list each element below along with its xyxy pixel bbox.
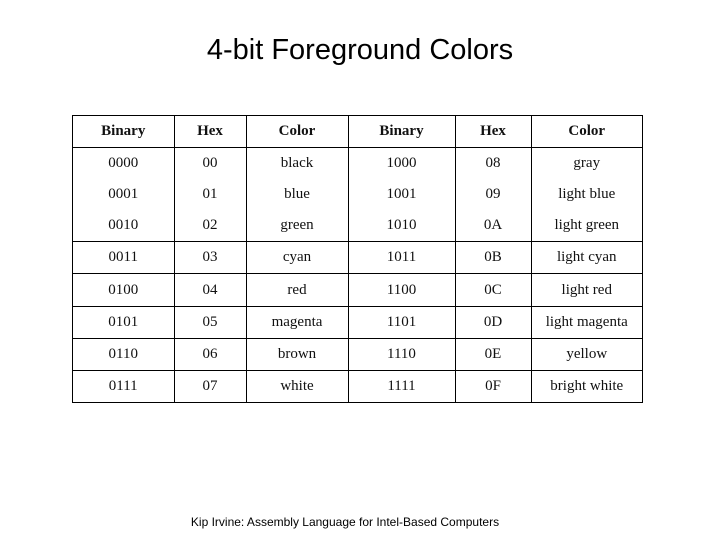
hex-cell: 00 [174, 148, 246, 180]
table-header-row [73, 116, 642, 148]
header-color: Color [246, 116, 348, 148]
binary-cell: 0111 [73, 370, 174, 402]
hex-cell: 06 [174, 338, 246, 370]
footer-credit: Kip Irvine: Assembly Language for Intel-Based Computers [190, 515, 500, 529]
hex-cell: 09 [455, 179, 531, 210]
color-cell: light green [531, 210, 642, 242]
hex-cell: 07 [174, 370, 246, 402]
hex-cell: 0E [455, 338, 531, 370]
hex-cell: 0B [455, 242, 531, 274]
table-row [73, 148, 642, 180]
color-cell: green [246, 210, 348, 242]
hex-cell: 04 [174, 274, 246, 306]
color-cell: light cyan [531, 242, 642, 274]
binary-cell: 1101 [348, 306, 455, 338]
binary-cell: 0110 [73, 338, 174, 370]
binary-cell: 1111 [348, 370, 455, 402]
color-cell: light blue [531, 179, 642, 210]
table-row [73, 370, 642, 402]
color-cell: cyan [246, 242, 348, 274]
header-binary: Binary [348, 116, 455, 148]
header-color: Color [531, 116, 642, 148]
binary-cell: 1110 [348, 338, 455, 370]
binary-cell: 0101 [73, 306, 174, 338]
hex-cell: 05 [174, 306, 246, 338]
hex-cell: 08 [455, 148, 531, 180]
binary-cell: 0000 [73, 148, 174, 180]
hex-cell: 02 [174, 210, 246, 242]
color-cell: brown [246, 338, 348, 370]
binary-cell: 1010 [348, 210, 455, 242]
color-cell: red [246, 274, 348, 306]
color-cell: white [246, 370, 348, 402]
table-row [73, 242, 642, 274]
header-binary: Binary [73, 116, 174, 148]
color-cell: magenta [246, 306, 348, 338]
hex-cell: 0A [455, 210, 531, 242]
slide-title: 4-bit Foreground Colors [206, 34, 514, 66]
color-cell: black [246, 148, 348, 180]
binary-cell: 1001 [348, 179, 455, 210]
table-row [73, 179, 642, 210]
header-hex: Hex [174, 116, 246, 148]
hex-cell: 0D [455, 306, 531, 338]
header-hex: Hex [455, 116, 531, 148]
table-row [73, 338, 642, 370]
binary-cell: 1100 [348, 274, 455, 306]
binary-cell: 1011 [348, 242, 455, 274]
hex-cell: 03 [174, 242, 246, 274]
table-row [73, 210, 642, 242]
table-row [73, 274, 642, 306]
binary-cell: 0010 [73, 210, 174, 242]
color-cell: gray [531, 148, 642, 180]
binary-cell: 0100 [73, 274, 174, 306]
color-cell: bright white [531, 370, 642, 402]
hex-cell: 0C [455, 274, 531, 306]
hex-cell: 01 [174, 179, 246, 210]
table-row [73, 306, 642, 338]
color-cell: yellow [531, 338, 642, 370]
binary-cell: 0001 [73, 179, 174, 210]
binary-cell: 0011 [73, 242, 174, 274]
hex-cell: 0F [455, 370, 531, 402]
color-cell: light red [531, 274, 642, 306]
color-cell: light magenta [531, 306, 642, 338]
foreground-colors-table [73, 116, 642, 402]
binary-cell: 1000 [348, 148, 455, 180]
color-cell: blue [246, 179, 348, 210]
